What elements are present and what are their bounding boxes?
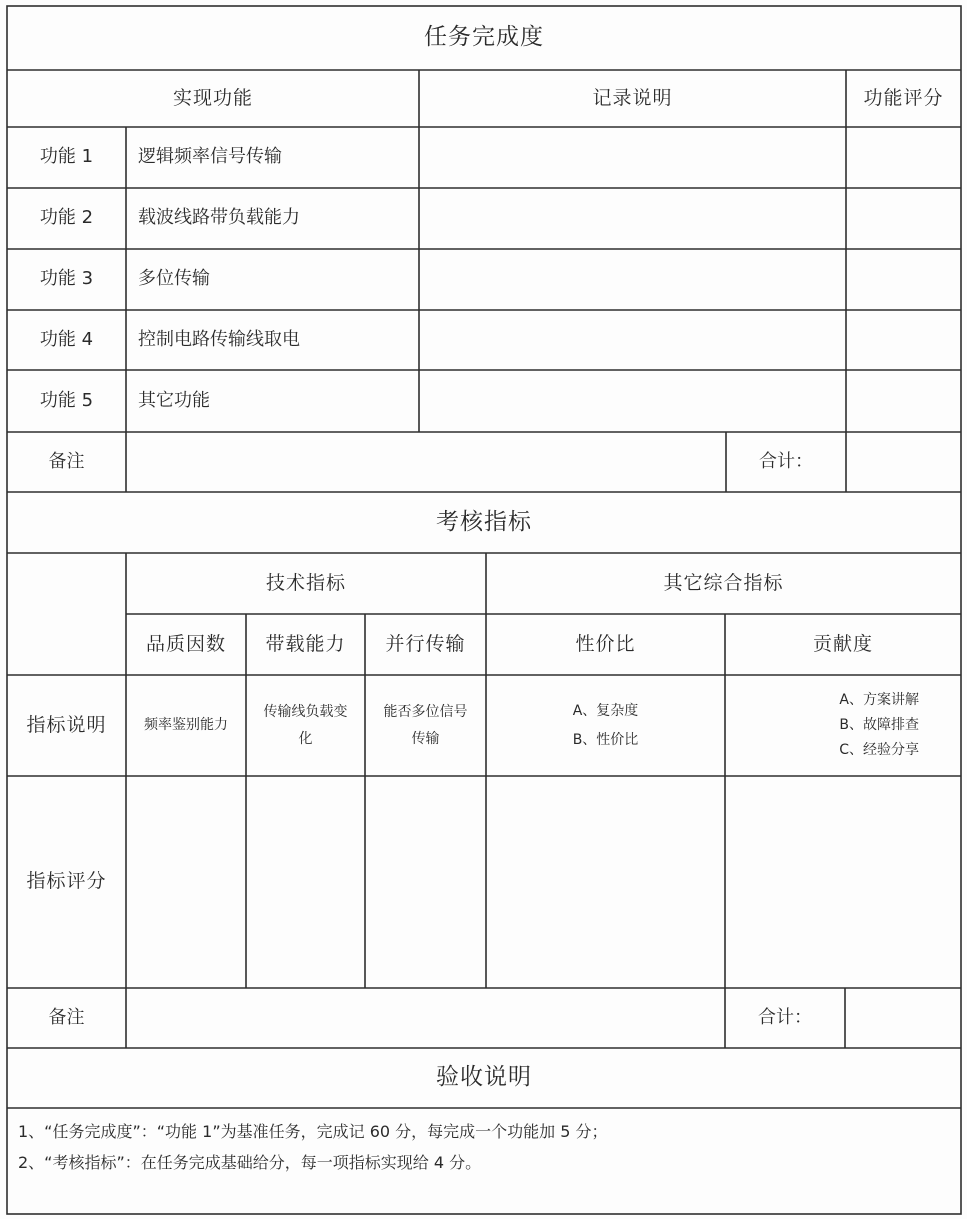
score-row-label: 指标评分 — [26, 870, 107, 893]
desc-contribution-item: C、经验分享 — [839, 741, 919, 758]
header-function: 实现功能 — [172, 86, 253, 109]
function-1-label: 功能 1 — [39, 146, 94, 168]
desc-contribution — [725, 675, 961, 776]
function-4-label: 功能 4 — [39, 328, 94, 350]
desc-contribution-item: A、方案讲解 — [839, 692, 919, 709]
acceptance-notes — [18, 1116, 948, 1178]
desc-contribution-item: B、故障排查 — [839, 717, 919, 734]
column-quality: 品质因数 — [145, 632, 226, 655]
function-2-desc: 载波线路带负载能力 — [138, 207, 300, 229]
function-2-label: 功能 2 — [39, 207, 94, 229]
header-record: 记录说明 — [592, 86, 673, 109]
completion-remark-label: 备注 — [48, 450, 85, 472]
assessment-remark-label: 备注 — [48, 1006, 85, 1028]
assessment-title: 考核指标 — [436, 508, 532, 535]
function-5-desc: 其它功能 — [138, 389, 210, 411]
column-load: 带载能力 — [265, 632, 346, 655]
desc-cost — [486, 675, 725, 776]
acceptance-note: 2、“考核指标”：在任务完成基础给分，每一项指标实现给 4 分。 — [18, 1153, 482, 1172]
desc-cost-item: B、性价比 — [572, 731, 639, 748]
desc-load: 传输线负载变化 — [263, 703, 348, 747]
header-score: 功能评分 — [863, 86, 944, 109]
tech-group-header: 技术指标 — [265, 571, 346, 594]
function-3-desc: 多位传输 — [138, 268, 210, 290]
function-5-label: 功能 5 — [39, 389, 94, 411]
function-4-desc: 控制电路传输线取电 — [138, 328, 300, 350]
desc-quality: 频率鉴别能力 — [144, 717, 228, 734]
column-contribution: 贡献度 — [812, 632, 873, 655]
function-1-desc: 逻辑频率信号传输 — [138, 146, 282, 168]
completion-total-label: 合计： — [759, 450, 813, 472]
other-group-header: 其它综合指标 — [663, 571, 784, 594]
completion-title: 任务完成度 — [424, 24, 544, 51]
column-parallel: 并行传输 — [385, 632, 466, 655]
desc-cost-item: A、复杂度 — [572, 702, 639, 719]
desc-parallel: 能否多位信号传输 — [383, 703, 468, 747]
acceptance-note: 1、“任务完成度”：“功能 1”为基准任务，完成记 60 分，每完成一个功能加 5 分； — [18, 1122, 608, 1141]
function-3-label: 功能 3 — [39, 268, 94, 290]
assessment-total-label: 合计： — [758, 1006, 812, 1028]
acceptance-title: 验收说明 — [436, 1064, 532, 1091]
desc-row-label: 指标说明 — [26, 713, 107, 736]
column-cost: 性价比 — [575, 632, 636, 655]
